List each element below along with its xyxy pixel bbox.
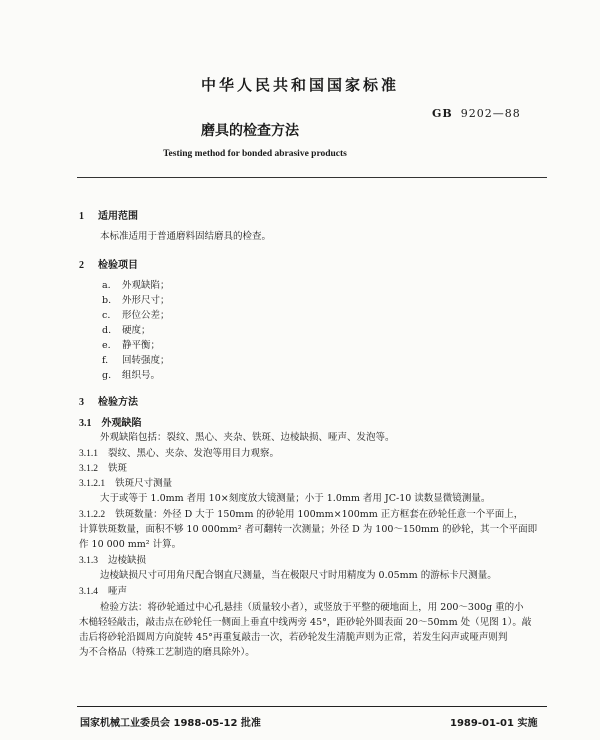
standard-code: 9202—88 — [460, 107, 521, 120]
section-3-1-4-line2: 木槌轻轻敲击，敲击点在砂轮任一侧面上垂直中线两旁 45°，距砂轮外圆表面 20～50mm 处（见图 1）。敲 — [79, 617, 532, 628]
footer-divider — [77, 706, 547, 707]
standard-number — [432, 107, 521, 120]
standard-label: GB — [432, 107, 453, 120]
document-title-english: Testing method for bonded abrasive products — [163, 149, 347, 159]
section-3-heading: 3 检验方法 — [79, 397, 138, 408]
list-item: e. 静平衡； — [102, 340, 161, 351]
list-item: f. 回转强度； — [102, 355, 170, 366]
section-3-1-4-line4: 为不合格品（特殊工艺制造的磨具除外）。 — [79, 647, 255, 658]
section-3-1-3-heading: 3.1.3 边棱缺损 — [79, 555, 147, 566]
section-3-1-2-1-heading: 3.1.2.1 铁斑尺寸测量 — [79, 478, 173, 489]
section-3-1-2-1-text: 大于或等于 1.0mm 者用 10×刻度放大镜测量；小于 1.0mm 者用 JC-10 读数显微镜测量。 — [100, 493, 491, 504]
section-1-heading: 1 适用范围 — [79, 211, 138, 222]
section-3-1-4-line1: 检验方法：将砂轮通过中心孔悬挂（质量较小者），或竖放于平整的硬地面上，用 200～300g 重的小 — [100, 602, 524, 613]
document-title: 磨具的检查方法 — [201, 123, 299, 139]
section-3-1-1: 3.1.1 裂纹、黑心、夹杂、发泡等用目力观察。 — [79, 448, 280, 459]
section-2-heading: 2 检验项目 — [79, 260, 138, 271]
section-3-1-text: 外观缺陷包括：裂纹、黑心、夹杂、铁斑、边棱缺损、哑声、发泡等。 — [100, 432, 395, 443]
section-3-1-4-heading: 3.1.4 哑声 — [79, 586, 128, 597]
approval-date: 国家机械工业委员会 1988-05-12 批准 — [80, 718, 261, 729]
section-1-text: 本标准适用于普通磨料固结磨具的检查。 — [100, 231, 272, 242]
list-item: c. 形位公差； — [102, 310, 170, 321]
section-3-1-2-2-line1: 3.1.2.2 铁斑数量：外径 D 大于 150mm 的砂轮用 100mm×100mm 正方框套在砂轮任意一个平面上， — [79, 509, 524, 520]
implementation-date: 1989-01-01 实施 — [450, 718, 538, 729]
section-3-1-heading: 3.1 外观缺陷 — [79, 418, 142, 429]
list-item: d. 硬度； — [102, 325, 151, 336]
list-item: g. 组织号。 — [102, 370, 161, 381]
list-item: a. 外观缺陷； — [102, 280, 170, 291]
section-3-1-4-line3: 击后将砂轮沿圆周方向旋转 45°再重复敲击一次，若砂轮发生清脆声则为正常，若发生闷声或哑声则判 — [79, 632, 508, 643]
list-item: b. 外形尺寸； — [102, 295, 170, 306]
section-3-1-2-2-line2: 计算铁斑数量，面积不够 10 000mm² 者可翻转一次测量；外径 D 为 100～150mm 的砂轮，其一个平面即 — [79, 524, 538, 535]
section-3-1-3-text: 边棱缺损尺寸可用角尺配合钢直尺测量，当在极限尺寸时用精度为 0.05mm 的游标卡尺测量。 — [100, 570, 497, 581]
national-standard-heading: 中华人民共和国国家标准 — [200, 76, 399, 94]
header-divider — [77, 177, 547, 178]
section-3-1-2-2-line3: 作 10 000 mm² 计算。 — [79, 539, 182, 550]
section-3-1-2-heading: 3.1.2 铁斑 — [79, 463, 128, 474]
